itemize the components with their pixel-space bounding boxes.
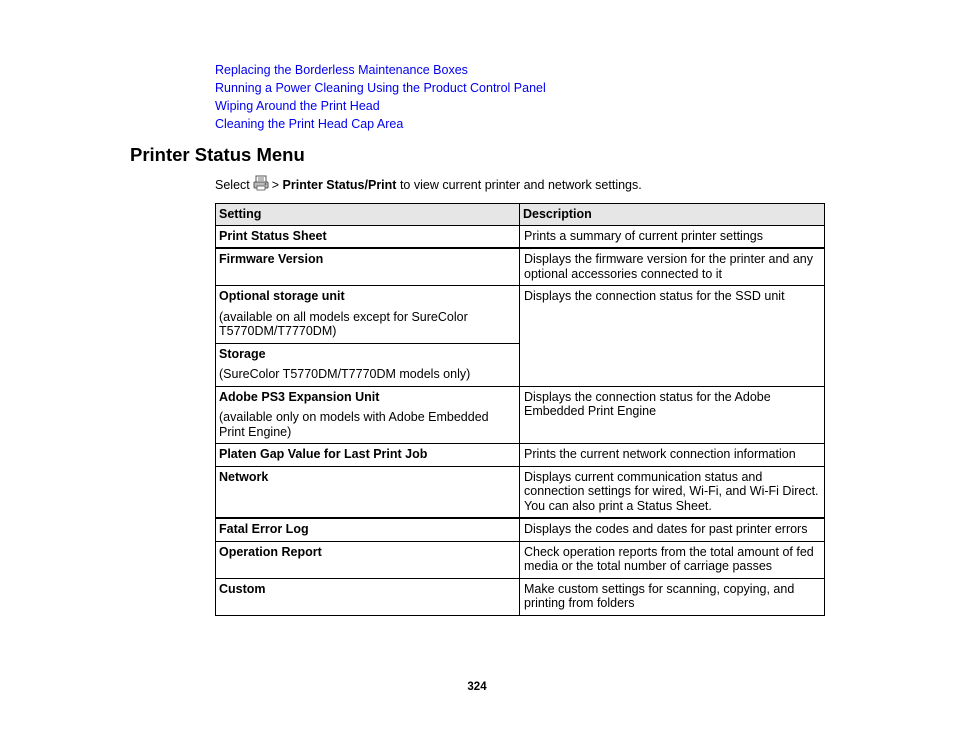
- description-cell: Prints a summary of current printer settings: [520, 225, 825, 248]
- intro-separator: >: [271, 178, 280, 192]
- setting-cell: Firmware Version: [216, 248, 520, 286]
- setting-name: Adobe PS3 Expansion Unit: [219, 389, 380, 404]
- setting-note: (SureColor T5770DM/T7770DM models only): [219, 367, 471, 381]
- table-row: [216, 518, 825, 541]
- setting-name: Storage: [219, 346, 266, 361]
- link-wiping-around-print-head[interactable]: Wiping Around the Print Head: [215, 99, 380, 113]
- table-row: [216, 248, 825, 286]
- header-setting: Setting: [216, 204, 520, 226]
- description-cell: Prints the current network connection information: [520, 444, 825, 467]
- description-cell: Displays the connection status for the Adobe Embedded Print Engine: [520, 386, 825, 444]
- description-cell: Displays the codes and dates for past printer errors: [520, 518, 825, 541]
- setting-cell: [216, 286, 520, 344]
- table-row: [216, 578, 825, 615]
- setting-note: (available on all models except for SureColor T5770DM/T7770DM): [219, 309, 468, 338]
- link-replacing-borderless-maintenance-boxes[interactable]: Replacing the Borderless Maintenance Boxes: [215, 63, 468, 77]
- table-row: [216, 466, 825, 518]
- printer-status-table: [215, 203, 825, 616]
- link-running-power-cleaning[interactable]: Running a Power Cleaning Using the Product Control Panel: [215, 81, 546, 95]
- related-links: [215, 61, 546, 133]
- section-title: Printer Status Menu: [130, 144, 305, 165]
- table-row: [216, 286, 825, 344]
- intro-after: to view current printer and network settings.: [399, 178, 642, 192]
- setting-cell: [216, 386, 520, 444]
- printer-settings-icon: [253, 175, 269, 191]
- header-description: Description: [520, 204, 825, 226]
- setting-cell: Platen Gap Value for Last Print Job: [216, 444, 520, 467]
- page-number: 324: [467, 681, 487, 693]
- description-cell: Displays current communication status and connection settings for wired, Wi-Fi, and Wi-Fi Direct. You can also print a Status Sheet.: [520, 466, 825, 518]
- setting-cell: Network: [216, 466, 520, 518]
- table-row: [216, 225, 825, 248]
- setting-cell: Print Status Sheet: [216, 225, 520, 248]
- description-cell: Displays the firmware version for the printer and any optional accessories connected to it: [520, 248, 825, 286]
- intro-menu-path: Printer Status/Print: [282, 178, 397, 192]
- table-header-row: [216, 204, 825, 226]
- setting-cell: Operation Report: [216, 541, 520, 578]
- setting-note: (available only on models with Adobe Embedded Print Engine): [219, 410, 489, 439]
- table-row: [216, 386, 825, 444]
- intro-before: Select: [215, 178, 250, 192]
- intro-paragraph: [215, 175, 642, 194]
- setting-cell: [216, 343, 520, 386]
- setting-name: Optional storage unit: [219, 289, 345, 303]
- table-row: [216, 541, 825, 578]
- description-cell: Make custom settings for scanning, copying, and printing from folders: [520, 578, 825, 615]
- link-cleaning-print-head-cap-area[interactable]: Cleaning the Print Head Cap Area: [215, 117, 404, 131]
- table-row: [216, 444, 825, 467]
- description-cell: Displays the connection status for the SSD unit: [520, 286, 825, 387]
- setting-cell: Custom: [216, 578, 520, 615]
- setting-cell: Fatal Error Log: [216, 518, 520, 541]
- description-cell: Check operation reports from the total amount of fed media or the total number of carriage passes: [520, 541, 825, 578]
